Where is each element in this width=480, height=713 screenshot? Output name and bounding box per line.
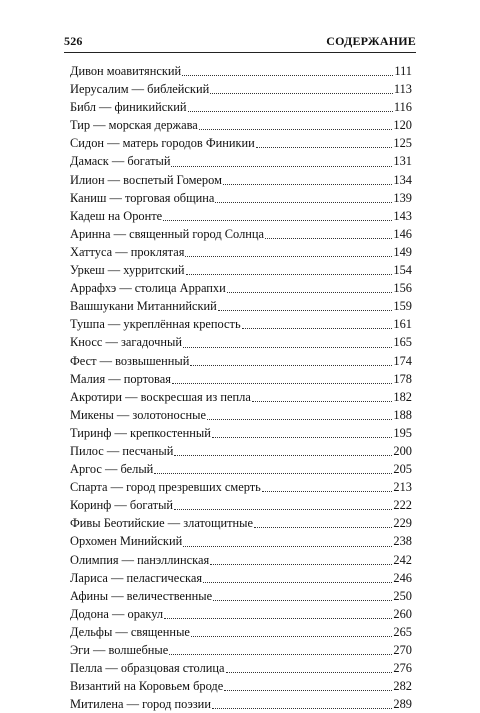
toc-entry-title: Библ — финикийский: [70, 100, 187, 115]
dot-leader: [188, 111, 393, 112]
toc-entry: [70, 514, 412, 532]
toc-entry-title: Дивон моавитянский: [70, 64, 182, 78]
toc-entry-page: 165: [393, 335, 412, 350]
toc-entry-page: 188: [393, 407, 412, 422]
dot-leader: [169, 654, 392, 655]
toc-entry-title: Коринф — богатый: [70, 498, 174, 513]
dot-leader: [210, 93, 393, 94]
toc-entry-page: 260: [393, 606, 412, 621]
toc-entry-title: Пилос — песчаный: [70, 443, 174, 458]
toc-entry: [70, 388, 412, 406]
page-number: 526: [64, 34, 83, 48]
toc-entry-page: 213: [393, 480, 412, 495]
toc-entry: [70, 605, 412, 623]
dot-leader: [203, 582, 392, 583]
toc-entry: [70, 532, 412, 550]
toc-entry-page: 139: [393, 190, 412, 205]
dot-leader: [154, 473, 392, 474]
dot-leader: [174, 509, 392, 510]
dot-leader: [185, 256, 392, 257]
dot-leader: [224, 690, 392, 691]
dot-leader: [182, 75, 393, 76]
toc-entry-title: Дамаск — богатый: [70, 154, 171, 169]
dot-leader: [262, 491, 393, 492]
toc-entry-title: Аринна — священный город Солнца: [70, 226, 265, 241]
toc-entry: [70, 98, 412, 116]
dot-leader: [212, 437, 393, 438]
dot-leader: [163, 220, 392, 221]
toc-entry-title: Аргос — белый: [70, 462, 154, 477]
dot-leader: [212, 708, 392, 709]
toc-entry-title: Афины — величественные: [70, 588, 213, 603]
dot-leader: [242, 328, 393, 329]
table-of-contents: [70, 62, 412, 713]
toc-entry-page: 116: [393, 100, 412, 115]
toc-entry: [70, 189, 412, 207]
toc-entry-page: 205: [393, 462, 412, 477]
dot-leader: [227, 292, 393, 293]
dot-leader: [226, 672, 393, 673]
toc-entry-page: 134: [393, 172, 412, 187]
toc-entry: [70, 569, 412, 587]
toc-entry-page: 265: [393, 624, 412, 639]
toc-entry: [70, 677, 412, 695]
toc-entry: [70, 641, 412, 659]
toc-entry: [70, 424, 412, 442]
toc-entry: [70, 333, 412, 351]
toc-entry: [70, 116, 412, 134]
toc-entry: [70, 134, 412, 152]
toc-entry-page: 200: [393, 443, 412, 458]
toc-entry-title: Фест — возвышенный: [70, 353, 190, 368]
toc-entry-title: Фивы Беотийские — златощитные: [70, 516, 253, 531]
dot-leader: [210, 564, 392, 565]
toc-entry-title: Кносс — загадочный: [70, 335, 182, 350]
toc-entry: [70, 62, 412, 80]
header-rule: [64, 52, 416, 53]
toc-entry-page: 242: [393, 552, 412, 567]
toc-entry: [70, 370, 412, 388]
toc-entry-title: Эги — волшебные: [70, 643, 169, 657]
dot-leader: [186, 274, 393, 275]
toc-entry-page: 178: [393, 371, 412, 386]
toc-entry-title: Илион — воспетый Гомером: [70, 172, 222, 187]
toc-entry: [70, 297, 412, 315]
toc-entry-title: Тушпа — укреплённая крепость: [70, 317, 241, 332]
dot-leader: [171, 166, 392, 167]
toc-entry: [70, 152, 412, 170]
dot-leader: [265, 238, 392, 239]
toc-entry-page: 282: [393, 679, 412, 694]
dot-leader: [254, 527, 392, 528]
toc-entry-page: 250: [393, 588, 412, 603]
toc-entry-page: 229: [393, 516, 412, 531]
toc-entry: [70, 207, 412, 225]
toc-entry-title: Византий на Коровьем броде: [70, 679, 224, 694]
toc-entry-title: Дельфы — священные: [70, 624, 190, 639]
toc-entry: [70, 659, 412, 677]
toc-entry-title: Орхомен Минийский: [70, 534, 183, 549]
toc-entry-title: Тир — морская держава: [70, 118, 198, 133]
toc-entry-title: Микены — золотоносные: [70, 407, 207, 422]
toc-entry-page: 125: [393, 136, 412, 151]
toc-entry: [70, 442, 412, 460]
toc-entry-page: 238: [393, 534, 412, 549]
toc-entry-title: Иерусалим — библейский: [70, 82, 210, 97]
running-header: [64, 34, 416, 49]
toc-entry: [70, 478, 412, 496]
toc-entry-page: 289: [393, 697, 412, 712]
toc-entry: [70, 460, 412, 478]
toc-entry: [70, 406, 412, 424]
toc-entry-title: Каниш — торговая община: [70, 190, 215, 205]
dot-leader: [252, 401, 393, 402]
dot-leader: [183, 347, 392, 348]
dot-leader: [190, 365, 392, 366]
toc-entry-page: 161: [393, 317, 412, 332]
toc-entry-page: 149: [393, 244, 412, 259]
toc-entry-title: Додона — оракул: [70, 606, 164, 621]
toc-entry-title: Пелла — образцовая столица: [70, 661, 225, 676]
toc-entry-title: Олимпия — панэллинская: [70, 552, 210, 567]
toc-entry-page: 276: [393, 661, 412, 676]
dot-leader: [215, 202, 392, 203]
toc-entry: [70, 171, 412, 189]
toc-entry: [70, 551, 412, 569]
toc-entry-title: Митилена — город поэзии: [70, 697, 211, 712]
toc-entry: [70, 80, 412, 98]
dot-leader: [172, 383, 392, 384]
toc-entry-page: 131: [393, 154, 412, 169]
toc-entry-title: Уркеш — хурритский: [70, 263, 185, 278]
dot-leader: [174, 455, 392, 456]
toc-entry-title: Акротири — воскресшая из пепла: [70, 389, 251, 404]
toc-entry-page: 174: [393, 353, 412, 368]
toc-entry-page: 146: [393, 226, 412, 241]
toc-entry-page: 143: [393, 208, 412, 223]
dot-leader: [199, 129, 393, 130]
toc-entry-title: Хаттуса — проклятая: [70, 244, 185, 259]
toc-entry: [70, 261, 412, 279]
toc-entry-page: 246: [393, 570, 412, 585]
dot-leader: [218, 310, 393, 311]
dot-leader: [207, 419, 392, 420]
toc-entry: [70, 279, 412, 297]
toc-entry-title: Тиринф — крепкостенный: [70, 425, 211, 440]
toc-entry-page: 154: [393, 263, 412, 278]
toc-entry-page: 195: [393, 425, 412, 440]
toc-entry: [70, 243, 412, 261]
section-title: СОДЕРЖАНИЕ: [326, 34, 416, 48]
dot-leader: [164, 618, 392, 619]
dot-leader: [191, 636, 393, 637]
toc-entry-title: Сидон — матерь городов Финикии: [70, 136, 255, 151]
toc-entry: [70, 623, 412, 641]
toc-entry-page: 182: [393, 389, 412, 404]
toc-entry-page: 111: [394, 64, 412, 78]
toc-entry-page: 222: [393, 498, 412, 513]
dot-leader: [183, 546, 392, 547]
toc-entry: [70, 496, 412, 514]
toc-entry-page: 120: [393, 118, 412, 133]
toc-entry: [70, 315, 412, 333]
dot-leader: [223, 184, 392, 185]
toc-entry-page: 159: [393, 299, 412, 314]
toc-entry-title: Аррафхэ — столица Аррапхи: [70, 281, 226, 296]
toc-entry-page: 270: [393, 643, 412, 657]
toc-entry-title: Малия — портовая: [70, 371, 171, 386]
toc-entry-title: Лариса — пеласгическая: [70, 570, 203, 585]
toc-entry-title: Кадеш на Оронте: [70, 208, 163, 223]
toc-entry-page: 113: [393, 82, 412, 97]
dot-leader: [213, 600, 392, 601]
toc-entry-title: Вашшукани Митаннийский: [70, 299, 217, 314]
toc-entry: [70, 352, 412, 370]
toc-entry: [70, 225, 412, 243]
toc-entry: [70, 695, 412, 713]
toc-entry-title: Спарта — город презревших смерть: [70, 480, 261, 495]
toc-entry-page: 156: [393, 281, 412, 296]
dot-leader: [256, 147, 393, 148]
toc-entry: [70, 587, 412, 605]
